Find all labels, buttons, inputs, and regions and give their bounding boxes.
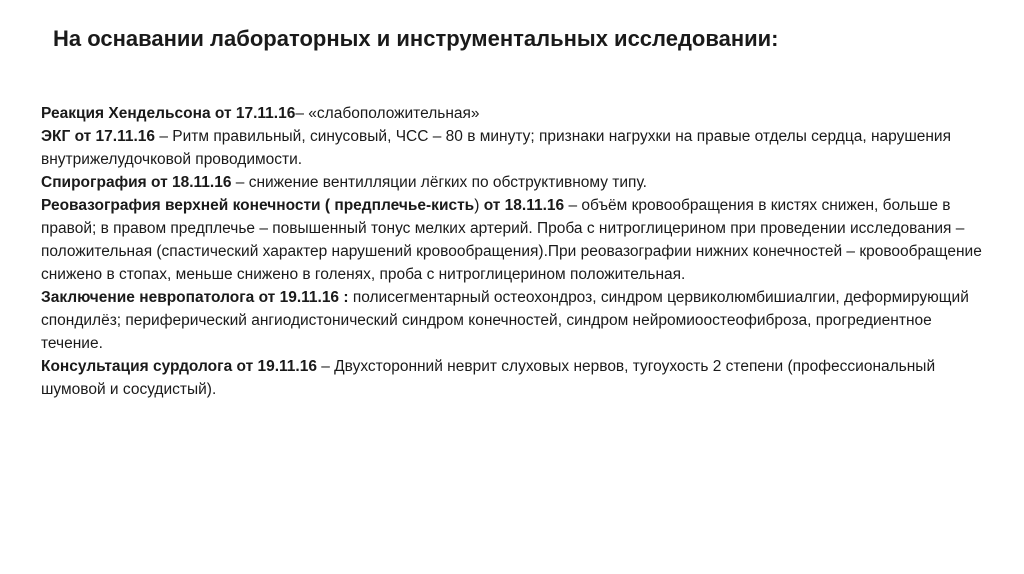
paragraph-neurologist — [41, 286, 986, 355]
paragraph-audiologist — [41, 355, 986, 401]
paragraph-text: – снижение вентилляции лёгких по обструктивному типу. — [231, 174, 647, 191]
paragraph-heading-date: от 18.11.16 — [483, 197, 565, 214]
paragraph-text: – «слабоположительная» — [295, 105, 480, 122]
paragraph-text: – Ритм правильный, синусовый, ЧСС – 80 в минуту; признаки нагрухки на правые отделы сердца, нарушения внутрижелудочковой проводимости. — [41, 128, 951, 168]
paragraph-heading: Реовазография верхней конечности ( предплечье-кисть — [41, 197, 475, 214]
paragraph-heading: Спирография от 18.11.16 — [41, 174, 232, 191]
paragraph-heading: Реакция Хендельсона от 17.11.16 — [41, 105, 296, 122]
paragraph-heading: Заключение невропатолога от 19.11.16 : — [41, 289, 349, 306]
paragraph-text: – Двухсторонний неврит слуховых нервов, тугоухость 2 степени (профессиональный шумовой и сосудистый). — [41, 358, 936, 398]
paragraph-heading: Консультация сурдолога от 19.11.16 — [41, 358, 317, 375]
paragraph-spirography — [41, 171, 986, 194]
paragraph-hendelson — [41, 102, 986, 125]
paragraph-heading: ЭКГ от 17.11.16 — [41, 128, 156, 145]
paragraph-mid-text: ) — [474, 197, 484, 214]
paragraph-text: – объём кровообращения в кистях снижен, больше в правой; в правом предплечье – повышенный тонус мелких артерий. Проба с нитроглицерином при проведении исследования – положительная (спастический характер нарушений кровообращения).При реовазографии нижних конечностей – кровообращение снижено в стопах, меньше снижено в голенях, проба с нитроглицерином положительная. — [41, 197, 982, 283]
findings-body — [41, 102, 986, 401]
paragraph-rheovasography — [41, 194, 986, 286]
slide-title: На оснавании лабораторных и инструментальных исследовании: — [53, 26, 779, 51]
paragraph-ecg — [41, 125, 986, 171]
paragraph-text: полисегментарный остеохондроз, синдром цервиколюмбишиалгии, деформирующий спондилёз; периферический ангиодистонический синдром конечностей, синдром нейромиоостеофиброза, прогредиентное течение. — [41, 289, 969, 352]
